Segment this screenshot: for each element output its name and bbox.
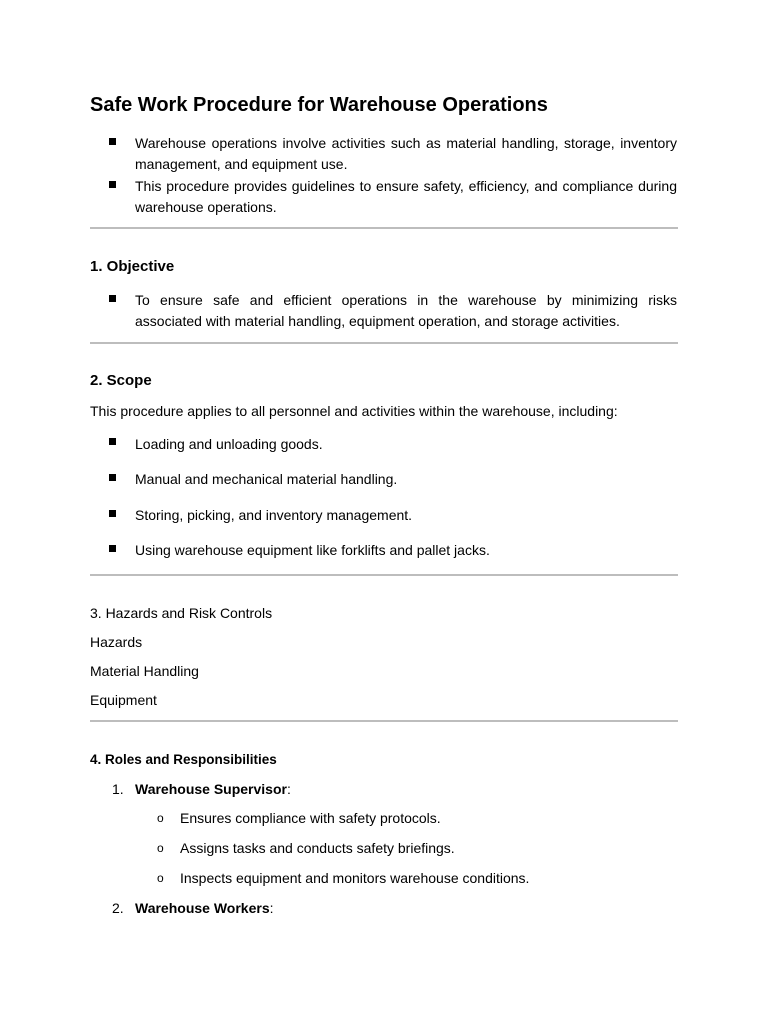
bullet-marker	[109, 510, 116, 517]
role-number: 2.	[112, 900, 124, 916]
section-divider	[90, 574, 678, 576]
sub-bullet-marker: o	[157, 811, 164, 825]
objective-bullet-1: To ensure safe and efficient operations in the warehouse by minimizing risks associated with material handling, equipment operation, and storage activities.	[135, 292, 677, 329]
sub-bullet-marker: o	[157, 841, 164, 855]
section-divider	[90, 720, 678, 722]
role-suffix: :	[286, 781, 291, 797]
bullet-marker	[109, 295, 116, 302]
sub-bullet-marker: o	[157, 871, 164, 885]
duty-item-2: Assigns tasks and conducts safety briefings.	[180, 840, 455, 856]
bullet-marker	[109, 474, 116, 481]
scope-heading: 2. Scope	[90, 372, 152, 389]
hazards-line-3: Equipment	[90, 692, 157, 708]
bullet-marker	[109, 438, 116, 445]
bullet-marker	[109, 138, 116, 145]
bullet-marker	[109, 181, 116, 188]
scope-bullet-2: Manual and mechanical material handling.	[135, 471, 398, 487]
scope-bullet-4: Using warehouse equipment like forklifts and pallet jacks.	[135, 542, 490, 558]
section-divider	[90, 342, 678, 344]
scope-bullet-1: Loading and unloading goods.	[135, 436, 323, 452]
role-title: Warehouse Supervisor	[135, 781, 287, 797]
intro-bullet-1: Warehouse operations involve activities such as material handling, storage, inventory management, and equipment use.	[135, 135, 677, 172]
document-title: Safe Work Procedure for Warehouse Operations	[90, 94, 548, 116]
role-title: Warehouse Workers	[135, 900, 270, 916]
role-suffix: :	[269, 900, 274, 916]
hazards-line-1: Hazards	[90, 634, 143, 650]
scope-intro: This procedure applies to all personnel and activities within the warehouse, including:	[90, 403, 618, 419]
hazards-heading: 3. Hazards and Risk Controls	[90, 605, 273, 621]
duty-item-3: Inspects equipment and monitors warehouse conditions.	[180, 870, 530, 886]
section-divider	[90, 227, 678, 229]
objective-heading: 1. Objective	[90, 258, 175, 275]
duty-item-1: Ensures compliance with safety protocols.	[180, 810, 441, 826]
scope-bullet-3: Storing, picking, and inventory management.	[135, 507, 413, 523]
role-item-2	[135, 898, 274, 918]
bullet-marker	[109, 545, 116, 552]
intro-bullet-2: This procedure provides guidelines to ensure safety, efficiency, and compliance during warehouse operations.	[135, 178, 677, 215]
role-item-1	[135, 779, 291, 799]
role-number: 1.	[112, 781, 124, 797]
hazards-line-2: Material Handling	[90, 663, 199, 679]
roles-heading: 4. Roles and Responsibilities	[90, 752, 277, 767]
